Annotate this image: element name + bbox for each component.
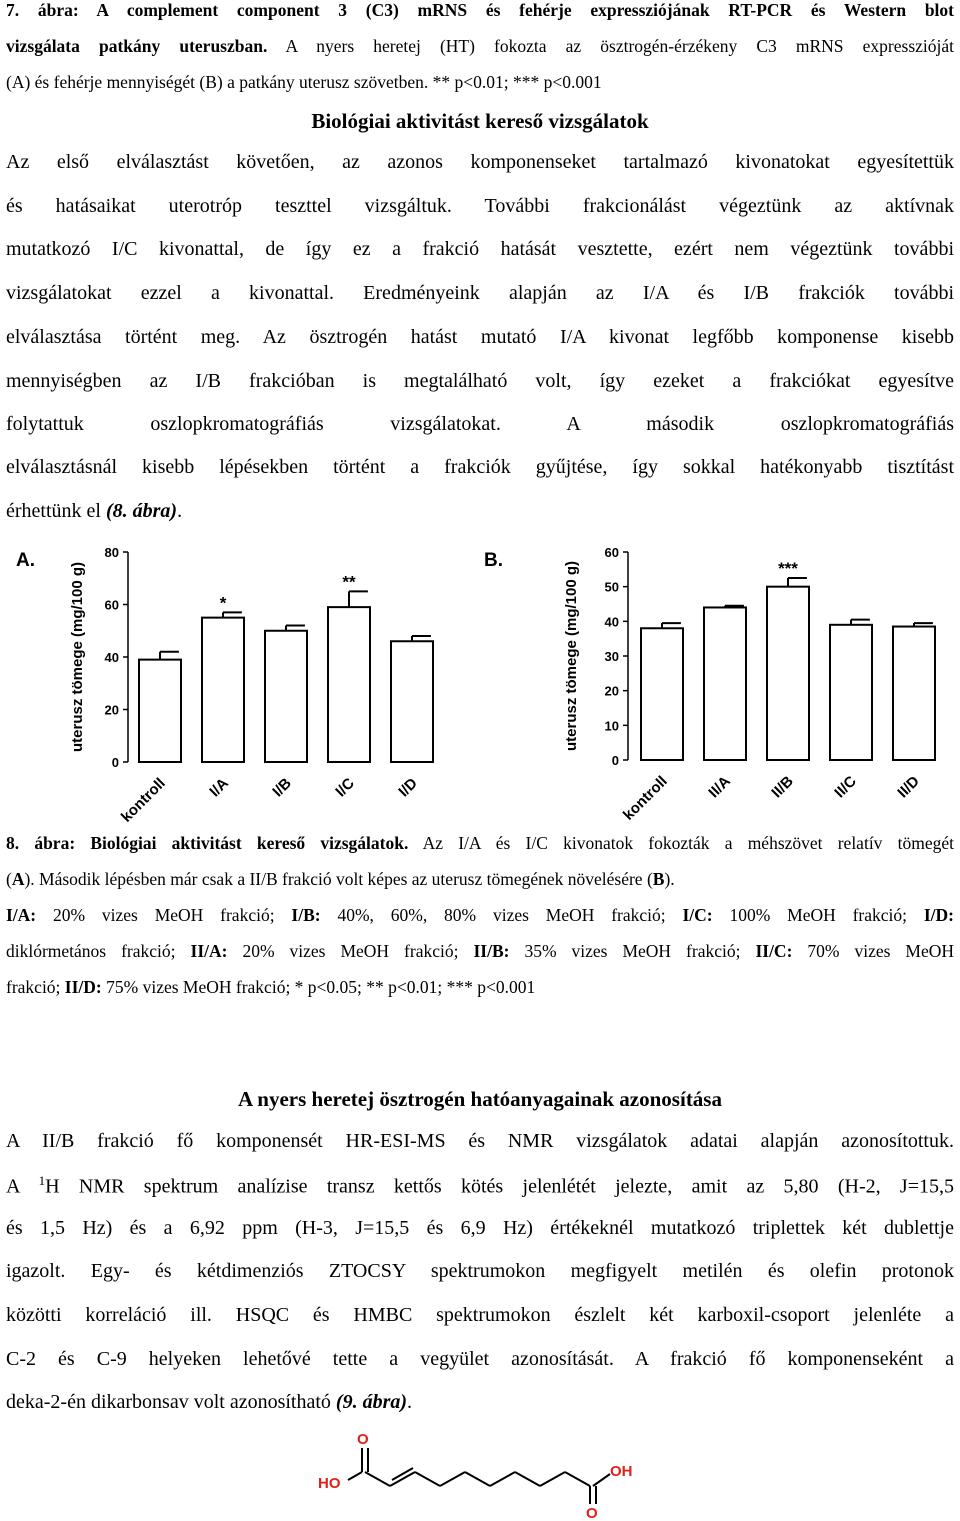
section2-line: igazolt. Egy- és kétdimenziós ZTOCSY spektrumokon megfigyelt metilén és olefin protonok bbox=[6, 1260, 954, 1282]
bar bbox=[139, 660, 181, 762]
fig7-caption-bold: vizsgálata patkány uteruszban. bbox=[6, 36, 268, 56]
fig8-caption-line4 bbox=[6, 941, 954, 962]
chart-a bbox=[0, 536, 470, 836]
atom-label: O bbox=[357, 1431, 369, 1448]
fraction-label: II/A: bbox=[190, 941, 228, 961]
x-tick-label: I/D bbox=[395, 774, 421, 801]
section2-text: A bbox=[6, 1175, 39, 1198]
y-tick-label: 30 bbox=[604, 649, 619, 664]
section1-line: elválasztása történt meg. Az ösztrogén hatást mutató I/A kivonat legfőbb komponense kisebb bbox=[6, 326, 954, 348]
significance-marker: *** bbox=[778, 559, 798, 578]
section1-line: mutatkozó I/C kivonattal, de így ez a frakció hatását vesztette, ezért nem végeztünk további bbox=[6, 238, 954, 260]
section1-line: és hatásaikat uterotróp teszttel vizsgáltuk. További frakcionálást végeztünk az aktívnak bbox=[6, 195, 954, 217]
fraction-desc: 100% MeOH frakció; bbox=[712, 905, 924, 925]
fig8-caption-bold: 8. ábra: Biológiai aktivitást kereső vizsgálatok. bbox=[6, 833, 409, 853]
fraction-label: I/A: bbox=[6, 905, 37, 925]
x-tick-label: II/D bbox=[894, 772, 923, 802]
section1-last-period: . bbox=[177, 500, 183, 522]
figure-reference-8: (8. ábra) bbox=[105, 500, 178, 522]
figure-reference-9: (9. ábra) bbox=[335, 1391, 408, 1413]
fig8-caption-text: ). Második lépésben már csak a II/B frakció volt képes az uterusz tömegének növelésére ( bbox=[24, 869, 653, 889]
fig8-caption-line3 bbox=[6, 905, 954, 926]
molecule-bonds bbox=[348, 1448, 610, 1504]
fraction-desc: 35% vizes MeOH frakció; bbox=[509, 941, 756, 961]
fraction-label: I/C: bbox=[682, 905, 713, 925]
x-tick-label: I/C bbox=[332, 774, 358, 801]
section1-line: folytattuk oszlopkromatográfiás vizsgálatokat. A második oszlopkromatográfiás bbox=[6, 413, 954, 435]
bar bbox=[265, 631, 307, 762]
fig7-caption-line2 bbox=[6, 36, 954, 57]
section2-text: H NMR spektrum analízise transz kettős kötés jelenlétét jelezte, amit az 5,80 (H-2, J=15,5 bbox=[45, 1175, 954, 1198]
y-tick-label: 20 bbox=[104, 702, 119, 718]
y-tick-label: 10 bbox=[604, 718, 619, 734]
y-tick-label: 60 bbox=[104, 597, 119, 613]
x-tick-label: I/B bbox=[269, 774, 295, 801]
fig7-caption-text: A nyers heretej (HT) fokozta az ösztrogén-érzékeny C3 mRNS expresszióját bbox=[267, 36, 954, 56]
y-tick-label: 50 bbox=[604, 579, 619, 595]
section2-line bbox=[6, 1173, 954, 1199]
section2-line: közötti korreláció ill. HSQC és HMBC spektrumokon észlelt két karboxil-csoport jelenléte a bbox=[6, 1304, 954, 1326]
y-tick-label: 0 bbox=[611, 753, 619, 768]
bar bbox=[704, 607, 746, 760]
atom-label: HO bbox=[318, 1475, 341, 1492]
fraction-desc: 70% vizes MeOH bbox=[792, 941, 955, 961]
bar bbox=[328, 607, 370, 762]
section2-last-line bbox=[6, 1391, 954, 1414]
section1-line: mennyiségben az I/B frakcióban is megtalálható volt, így ezeket a frakciókat egyesítve bbox=[6, 370, 954, 392]
panel-label: A. bbox=[16, 550, 35, 571]
section1-heading: Biológiai aktivitást kereső vizsgálatok bbox=[311, 109, 649, 133]
superscript: 1 bbox=[38, 1173, 46, 1188]
y-axis-label: uterusz tömege (mg/100 g) bbox=[69, 561, 86, 753]
section1-last-line bbox=[6, 500, 954, 523]
bar bbox=[893, 627, 935, 760]
fig8-caption-line1 bbox=[6, 833, 954, 854]
fig7-caption-line3: (A) és fehérje mennyiségét (B) a patkány uterusz szövetben. ** p<0.01; *** p<0.001 bbox=[6, 72, 602, 92]
fig8-caption-text: ). bbox=[664, 869, 675, 889]
section1-line: elválasztásnál kisebb lépésekben történt a frakciók gyűjtése, így sokkal hatékonyabb tisztítást bbox=[6, 456, 954, 478]
fraction-desc: 20% vizes MeOH frakció; bbox=[227, 941, 474, 961]
significance-marker: * bbox=[219, 593, 227, 613]
section2-heading: A nyers heretej ösztrogén hatóanyagainak azonosítása bbox=[238, 1087, 722, 1111]
fraction-label: II/B: bbox=[473, 941, 510, 961]
atom-label: OH bbox=[610, 1463, 633, 1480]
section2-last-period: . bbox=[407, 1391, 413, 1413]
x-tick-label: kontroll bbox=[619, 772, 671, 824]
fraction-desc: 20% vizes MeOH frakció; bbox=[36, 905, 292, 925]
section2-line: A II/B frakció fő komponensét HR-ESI-MS és NMR vizsgálatok adatai alapján azonosítottuk. bbox=[6, 1130, 954, 1152]
y-tick-label: 20 bbox=[604, 683, 619, 699]
chart-b bbox=[480, 536, 960, 836]
bar bbox=[767, 587, 809, 760]
x-tick-label: II/B bbox=[768, 772, 797, 802]
y-tick-label: 0 bbox=[111, 755, 119, 770]
x-tick-label: II/C bbox=[831, 772, 860, 802]
section2-line: és 1,5 Hz) és a 6,92 ppm (H-3, J=15,5 és 6,9 Hz) értékeknél mutatkozó triplettek két dublettje bbox=[6, 1217, 954, 1239]
y-tick-label: 40 bbox=[604, 614, 619, 630]
fig8-caption-text: ( bbox=[6, 869, 12, 889]
section1-last-text: érhettünk el bbox=[6, 500, 106, 522]
significance-marker: ** bbox=[342, 572, 356, 592]
y-tick-label: 80 bbox=[104, 545, 119, 560]
bar bbox=[830, 625, 872, 760]
fraction-desc: frakció; bbox=[6, 977, 65, 997]
panel-ref-a: A bbox=[11, 869, 25, 889]
fig7-caption-line1: 7. ábra: A complement component 3 (C3) mRNS és fehérje expressziójának RT-PCR és Western blot bbox=[6, 0, 954, 20]
fraction-label: II/C: bbox=[755, 941, 793, 961]
atom-label: O bbox=[586, 1505, 598, 1518]
panel-label: B. bbox=[484, 550, 503, 571]
bar bbox=[391, 641, 433, 762]
fraction-desc: 75% vizes MeOH frakció; * p<0.05; ** p<0.01; *** p<0.001 bbox=[101, 977, 536, 997]
section1-line: Az első elválasztást követően, az azonos komponenseket tartalmazó kivonatokat egyesítettük bbox=[6, 151, 954, 173]
panel-ref-b: B bbox=[652, 869, 665, 889]
fig8-caption-text: Az I/A és I/C kivonatok fokozták a méhszövet relatív tömegét bbox=[408, 833, 955, 853]
fraction-desc: 40%, 60%, 80% vizes MeOH frakció; bbox=[320, 905, 683, 925]
y-axis-label: uterusz tömege (mg/100 g) bbox=[563, 560, 580, 752]
section1-line: vizsgálatokat ezzel a kivonattal. Eredményeink alapján az I/A és I/B frakciók további bbox=[6, 282, 954, 304]
x-tick-label: kontroll bbox=[117, 774, 169, 826]
section2-line: C-2 és C-9 helyeken lehetővé tette a vegyület azonosítását. A frakció fő komponenseként a bbox=[6, 1348, 954, 1370]
fig8-caption-line2 bbox=[6, 869, 954, 890]
section2-last-text: deka-2-én dikarbonsav volt azonosítható bbox=[6, 1391, 336, 1413]
fraction-label: II/D: bbox=[64, 977, 102, 997]
y-tick-label: 60 bbox=[604, 545, 619, 560]
fraction-label: I/B: bbox=[291, 905, 321, 925]
bar bbox=[641, 628, 683, 760]
fraction-desc: diklórmetános frakció; bbox=[6, 941, 191, 961]
bar bbox=[202, 618, 244, 762]
fig8-caption-line5 bbox=[6, 977, 954, 998]
y-tick-label: 40 bbox=[104, 650, 119, 665]
x-tick-label: I/A bbox=[206, 774, 232, 801]
molecule-structure bbox=[310, 1428, 650, 1518]
x-tick-label: II/A bbox=[705, 772, 734, 802]
fraction-label: I/D: bbox=[923, 905, 954, 925]
